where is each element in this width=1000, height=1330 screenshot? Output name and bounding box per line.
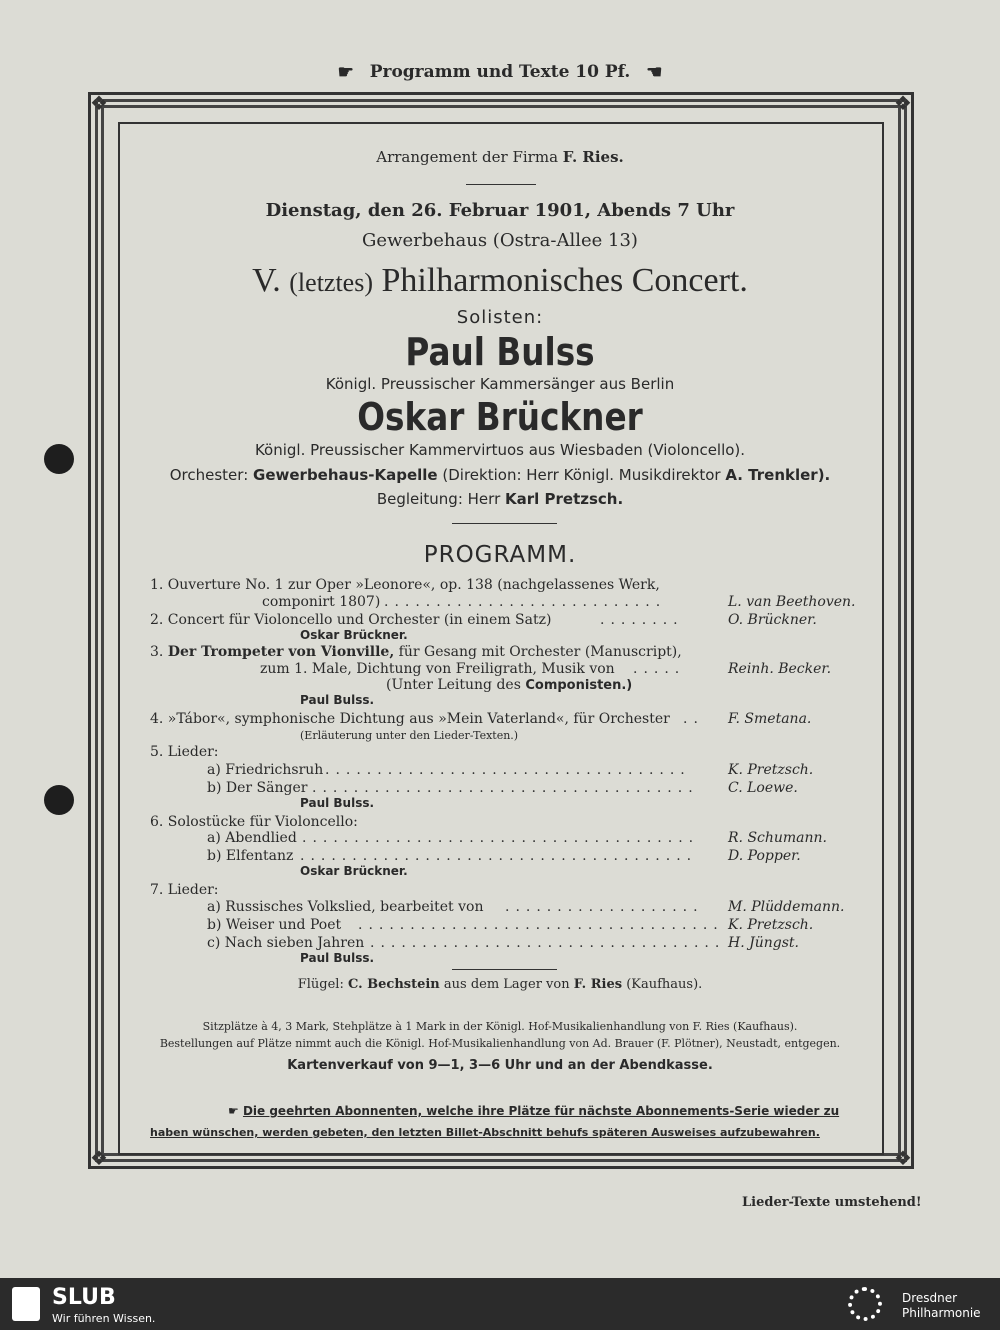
soloist1-name: Paul Bulss — [405, 330, 595, 374]
program-item-4-note: (Erläuterung unter den Lieder-Texten.) — [300, 729, 519, 742]
composer: D. Popper. — [728, 848, 801, 864]
program-item-3-cont: zum 1. Male, Dichtung von Freiligrath, Musik von — [260, 661, 615, 677]
orchestra-line: Orchester: Gewerbehaus-Kapelle (Direktion: Herr Königl. Musikdirektor A. Trenkler). — [169, 466, 831, 484]
program-item-6-heading: 6. Solostücke für Violoncello: — [150, 814, 358, 830]
soloist1-description: Königl. Preussischer Kammersänger aus Berlin — [325, 375, 675, 393]
philharmonie-logo-icon — [848, 1287, 882, 1321]
composer: K. Pretzsch. — [728, 917, 814, 933]
ornamental-rule — [466, 184, 536, 185]
tickets-line-2: Bestellungen auf Plätze nimmt auch die Königl. Hof-Musikalienhandlung von Ad. Brauer (F. Plötner), Neustadt, entgegen. — [159, 1037, 841, 1050]
footer-bar — [0, 1278, 1000, 1330]
composer: Reinh. Becker. — [728, 661, 832, 677]
leader-dots: .. — [683, 711, 704, 727]
leader-dots: .................................. — [370, 935, 726, 951]
slub-tagline: Wir führen Wissen. — [52, 1312, 156, 1325]
price-note-text: Programm und Texte 10 Pf. — [369, 62, 631, 82]
leader-dots: ................................... — [325, 762, 691, 778]
composer: F. Smetana. — [728, 711, 812, 727]
composer: K. Pretzsch. — [728, 762, 814, 778]
piano-note: Flügel: C. Bechstein aus dem Lager von F. Ries (Kaufhaus). — [297, 977, 703, 992]
leader-dots: ................... — [505, 899, 704, 915]
accompaniment-line: Begleitung: Herr Karl Pretzsch. — [376, 490, 624, 508]
program-item-6a: a) Abendlied — [207, 830, 297, 846]
tickets-line-3: Kartenverkauf von 9—1, 3—6 Uhr und an der Abendkasse. — [287, 1058, 713, 1073]
composer: O. Brückner. — [728, 612, 817, 628]
soloists-heading: Solisten: — [456, 307, 544, 328]
pointing-hand-left-icon: ☚ — [646, 62, 663, 83]
pointing-hand-right-icon: ☛ — [337, 62, 354, 83]
corner-ornament-icon: ❖ — [90, 1146, 108, 1170]
program-heading: PROGRAMM. — [423, 542, 577, 568]
program-item-3: 3. Der Trompeter von Vionville, für Gesang mit Orchester (Manuscript), — [150, 644, 682, 660]
program-item-1: 1. Ouverture No. 1 zur Oper »Leonore«, op. 138 (nachgelassenes Werk, — [150, 577, 660, 593]
leader-dots: ................................... — [358, 917, 724, 933]
tickets-line-1: Sitzplätze à 4, 3 Mark, Stehplätze à 1 Mark in der Königl. Hof-Musikalienhandlung von F. Ries (Kaufhaus). — [202, 1020, 798, 1033]
program-item-5-heading: 5. Lieder: — [150, 744, 219, 760]
section-rule — [452, 523, 557, 524]
slub-logo-brand: SLUB — [52, 1285, 116, 1310]
concert-title: V. (letztes) Philharmonisches Concert. — [252, 262, 748, 299]
soloist2-description: Königl. Preussischer Kammervirtuos aus Wiesbaden (Violoncello). — [254, 441, 746, 459]
program-item-3-note: (Unter Leitung des Componisten.) — [386, 677, 633, 693]
corner-ornament-icon: ❖ — [894, 1146, 912, 1170]
event-venue: Gewerbehaus (Ostra-Allee 13) — [362, 230, 638, 251]
leader-dots: ...................................... — [302, 830, 700, 846]
program-item-2: 2. Concert für Violoncello und Orchester (in einem Satz) — [150, 612, 552, 628]
notice-line-2: haben wünschen, werden gebeten, den letzten Billet-Abschnitt behufs späteren Ausweises aufzubewahren. — [150, 1126, 820, 1139]
program-item-7c: c) Nach sieben Jahren — [207, 935, 365, 951]
performer: Paul Bulss. — [300, 693, 375, 707]
price-note — [0, 62, 1000, 83]
leader-dots: ..................................... — [312, 780, 699, 796]
corner-ornament-icon: ❖ — [90, 91, 108, 115]
philharmonie-name-1: Dresdner — [902, 1291, 958, 1305]
program-item-7b: b) Weiser und Poet — [207, 917, 342, 933]
leader-dots: ...................................... — [300, 848, 698, 864]
program-item-6b: b) Elfentanz — [207, 848, 294, 864]
leader-dots: ..... — [633, 661, 686, 677]
composer: H. Jüngst. — [728, 935, 799, 951]
performer: Oskar Brückner. — [300, 628, 408, 642]
corner-ornament-icon: ❖ — [894, 91, 912, 115]
program-item-5a: a) Friedrichsruh — [207, 762, 324, 778]
performer: Paul Bulss. — [300, 951, 375, 965]
program-item-7a: a) Russisches Volkslied, bearbeitet von — [207, 899, 484, 915]
reverse-note: Lieder-Texte umstehend! — [742, 1195, 922, 1210]
program-item-1-cont: componirt 1807) — [262, 594, 381, 610]
philharmonie-name-2: Philharmonie — [902, 1306, 981, 1320]
performer: Paul Bulss. — [300, 796, 375, 810]
program-item-5b: b) Der Sänger — [207, 780, 308, 796]
section-rule — [452, 969, 557, 970]
notice-line-1: ☛ Die geehrten Abonnenten, welche ihre Plätze für nächste Abonnements-Serie wieder zu — [228, 1104, 840, 1118]
slub-logo-icon — [12, 1287, 40, 1321]
composer: M. Plüddemann. — [728, 899, 845, 915]
performer: Oskar Brückner. — [300, 864, 408, 878]
composer: R. Schumann. — [728, 830, 828, 846]
arrangement-line: Arrangement der Firma F. Ries. — [376, 148, 624, 166]
arrangement-firm: F. Ries. — [562, 148, 624, 166]
pointing-hand-icon: ☛ — [228, 1104, 239, 1118]
program-item-4: 4. »Tábor«, symphonische Dichtung aus »Mein Vaterland«, für Orchester — [150, 711, 670, 727]
event-date: Dienstag, den 26. Februar 1901, Abends 7 Uhr — [265, 200, 735, 221]
soloist2-name: Oskar Brückner — [357, 395, 643, 439]
composer: C. Loewe. — [728, 780, 798, 796]
punch-hole-bottom — [44, 785, 74, 815]
leader-dots: ........ — [600, 612, 684, 628]
leader-dots: ........................... — [384, 594, 667, 610]
composer: L. van Beethoven. — [728, 594, 856, 610]
program-item-7-heading: 7. Lieder: — [150, 882, 219, 898]
